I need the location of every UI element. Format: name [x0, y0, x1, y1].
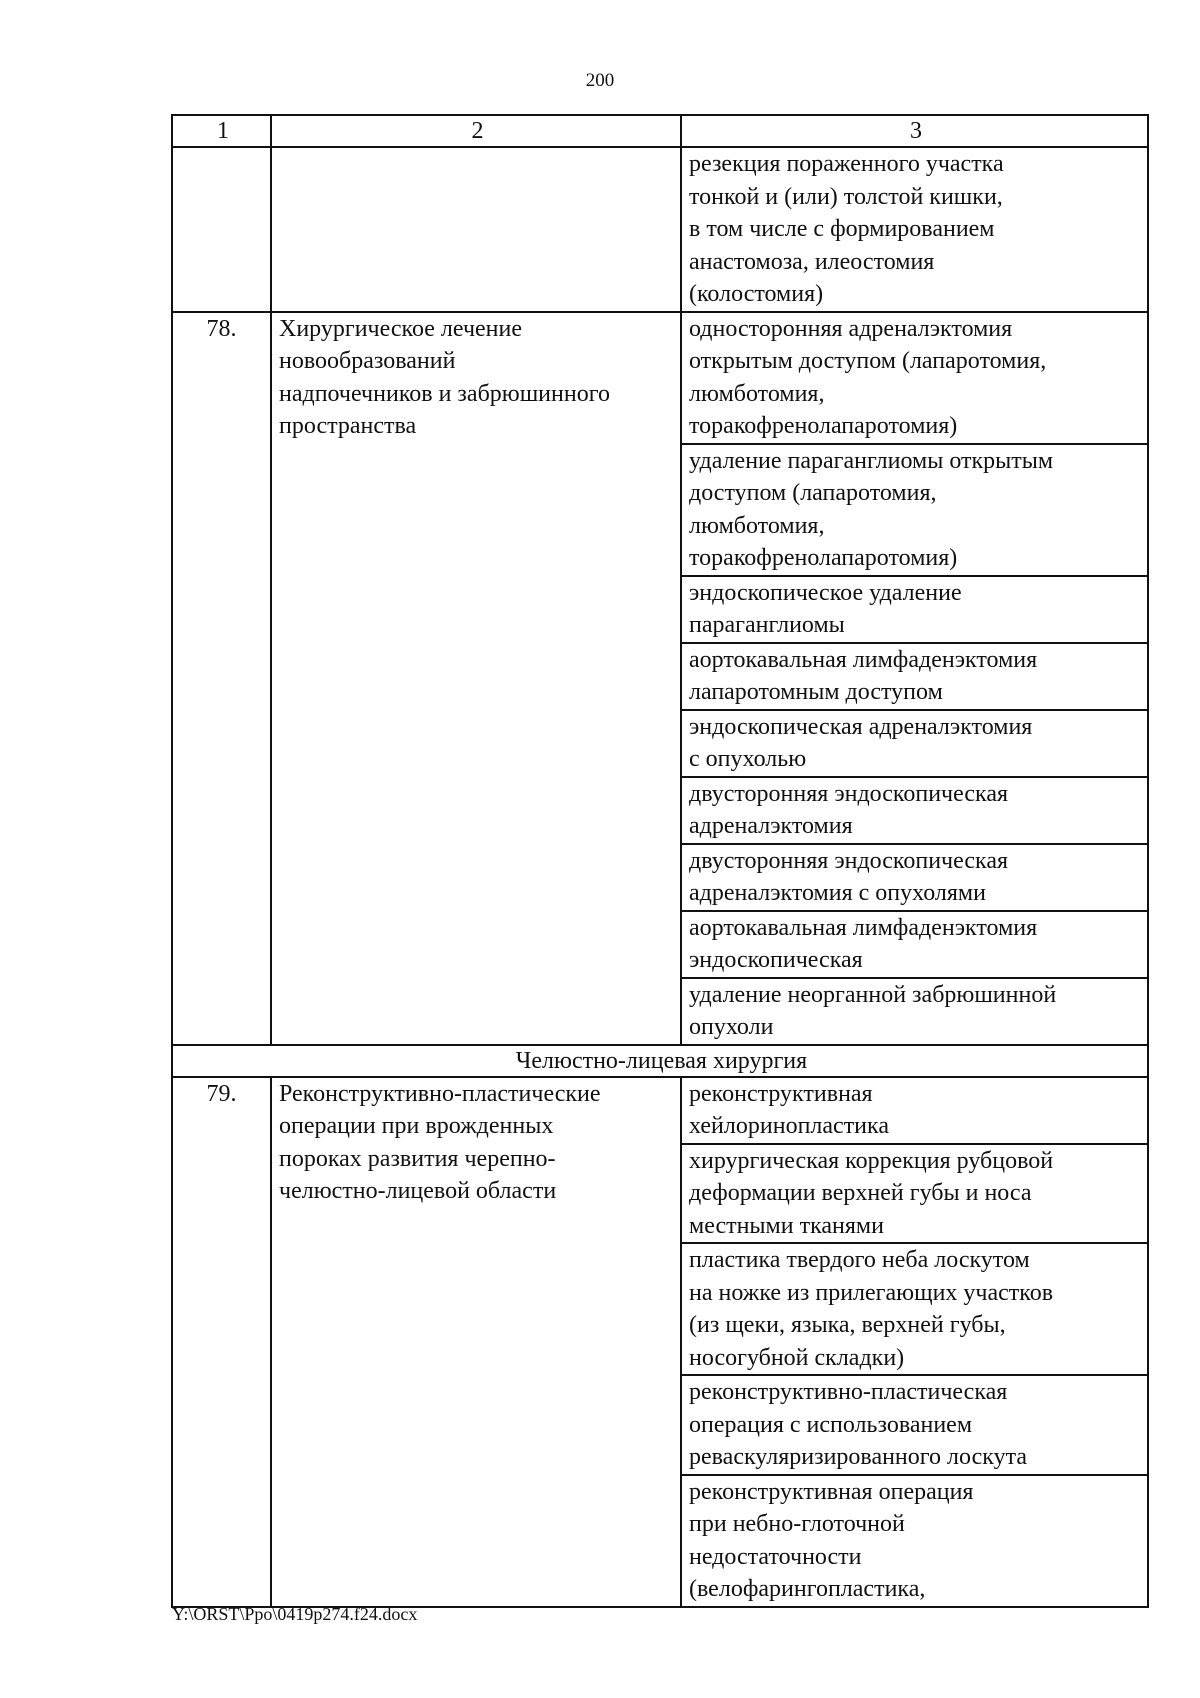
- method-line: адреналэктомия с опухолями: [689, 880, 986, 906]
- method-line: лапаротомным доступом: [689, 679, 943, 705]
- name-line: челюстно-лицевой области: [279, 1178, 557, 1204]
- method-line: торакофренолапаротомия): [689, 545, 958, 571]
- method-line: тонкой и (или) толстой кишки,: [689, 183, 1003, 210]
- row-name: [271, 312, 681, 1045]
- method-item: [682, 577, 1147, 644]
- method-line: в том числе с формированием: [689, 216, 995, 242]
- method-item: [682, 1376, 1147, 1476]
- method-item: [682, 1476, 1147, 1606]
- method-line: носогубной складки): [689, 1344, 905, 1371]
- method-line: недостаточности: [689, 1543, 862, 1570]
- row-name: [271, 1077, 681, 1607]
- method-line: при небно-глоточной: [689, 1511, 905, 1537]
- method-line: удаление параганглиомы открытым: [689, 447, 1054, 474]
- name-line: операции при врожденных: [279, 1113, 554, 1139]
- method-line: с опухолью: [689, 746, 807, 772]
- method-line: адреналэктомия: [689, 813, 853, 839]
- method-line: операция с использованием: [689, 1411, 973, 1438]
- table-header-row: [172, 115, 1148, 147]
- table-row-78: [172, 312, 1148, 1045]
- row-name: [271, 147, 681, 312]
- method-line: (велофарингопластика,: [689, 1576, 926, 1602]
- method-item: [682, 445, 1147, 577]
- method-item: [682, 313, 1147, 445]
- method-line: двусторонняя эндоскопическая: [689, 780, 1009, 807]
- method-item: [682, 979, 1147, 1044]
- column-header-3: 3: [681, 115, 1148, 147]
- continuation-row: [172, 147, 1148, 312]
- column-header-1: 1: [172, 115, 271, 147]
- row-number: 78.: [172, 312, 271, 1045]
- method-item: [682, 778, 1147, 845]
- section-row: [172, 1045, 1148, 1077]
- method-line: опухоли: [689, 1014, 774, 1040]
- method-line: эндоскопическое удаление: [689, 579, 962, 606]
- method-line: открытым доступом (лапаротомия,: [689, 348, 1047, 374]
- procedures-table: [171, 114, 1149, 1608]
- method-line: доступом (лапаротомия,: [689, 480, 937, 506]
- name-line: Хирургическое лечение: [279, 315, 522, 342]
- column-header-2: 2: [271, 115, 681, 147]
- method-line: анастомоза, илеостомия: [689, 248, 935, 275]
- method-line: удаление неорганной забрюшинной: [689, 981, 1057, 1008]
- method-line: (из щеки, языка, верхней губы,: [689, 1312, 1006, 1338]
- method-line: параганглиомы: [689, 612, 845, 638]
- method-line: реваскуляризированного лоскута: [689, 1444, 1028, 1470]
- method-item: [682, 148, 1147, 311]
- method-line: люмботомия,: [689, 380, 825, 407]
- page-number: 200: [585, 70, 615, 91]
- method-item: [682, 1244, 1147, 1376]
- method-item: [682, 711, 1147, 778]
- method-line: пластика твердого неба лоскутом: [689, 1247, 1030, 1273]
- method-line: аортокавальная лимфаденэктомия: [689, 914, 1038, 941]
- method-line: местными тканями: [689, 1212, 884, 1239]
- methods-cell: [681, 147, 1148, 312]
- method-line: эндоскопическая: [689, 947, 863, 973]
- method-item: [682, 1078, 1147, 1145]
- footer-file-path: Y:\ORST\Ppo\0419p274.f24.docx: [172, 1604, 418, 1624]
- method-line: эндоскопическая адреналэктомия: [689, 713, 1033, 740]
- section-title: Челюстно-лицевая хирургия: [172, 1045, 1148, 1077]
- row-number: [172, 147, 271, 312]
- row-number: 79.: [172, 1077, 271, 1607]
- method-line: хейлоринопластика: [689, 1113, 889, 1139]
- method-line: люмботомия,: [689, 512, 825, 539]
- method-line: (колостомия): [689, 281, 824, 307]
- method-line: реконструктивная операция: [689, 1478, 974, 1505]
- methods-cell: [681, 1077, 1148, 1607]
- method-line: торакофренолапаротомия): [689, 413, 958, 439]
- method-line: двусторонняя эндоскопическая: [689, 847, 1009, 874]
- name-line: новообразований: [279, 348, 456, 374]
- table-row-79: [172, 1077, 1148, 1607]
- method-line: деформации верхней губы и носа: [689, 1180, 1032, 1206]
- method-item: [682, 644, 1147, 711]
- methods-cell: [681, 312, 1148, 1045]
- method-line: реконструктивная: [689, 1080, 873, 1107]
- name-line: надпочечников и забрюшинного: [279, 380, 610, 407]
- method-line: на ножке из прилегающих участков: [689, 1279, 1054, 1306]
- method-line: аортокавальная лимфаденэктомия: [689, 646, 1038, 673]
- method-item: [682, 912, 1147, 979]
- name-line: пороках развития черепно-: [279, 1145, 556, 1172]
- method-line: односторонняя адреналэктомия: [689, 315, 1013, 342]
- method-item: [682, 845, 1147, 912]
- method-item: [682, 1145, 1147, 1245]
- name-line: Реконструктивно-пластические: [279, 1080, 601, 1107]
- method-line: хирургическая коррекция рубцовой: [689, 1147, 1054, 1174]
- name-line: пространства: [279, 413, 417, 439]
- method-line: резекция пораженного участка: [689, 151, 1004, 177]
- method-line: реконструктивно-пластическая: [689, 1379, 1008, 1405]
